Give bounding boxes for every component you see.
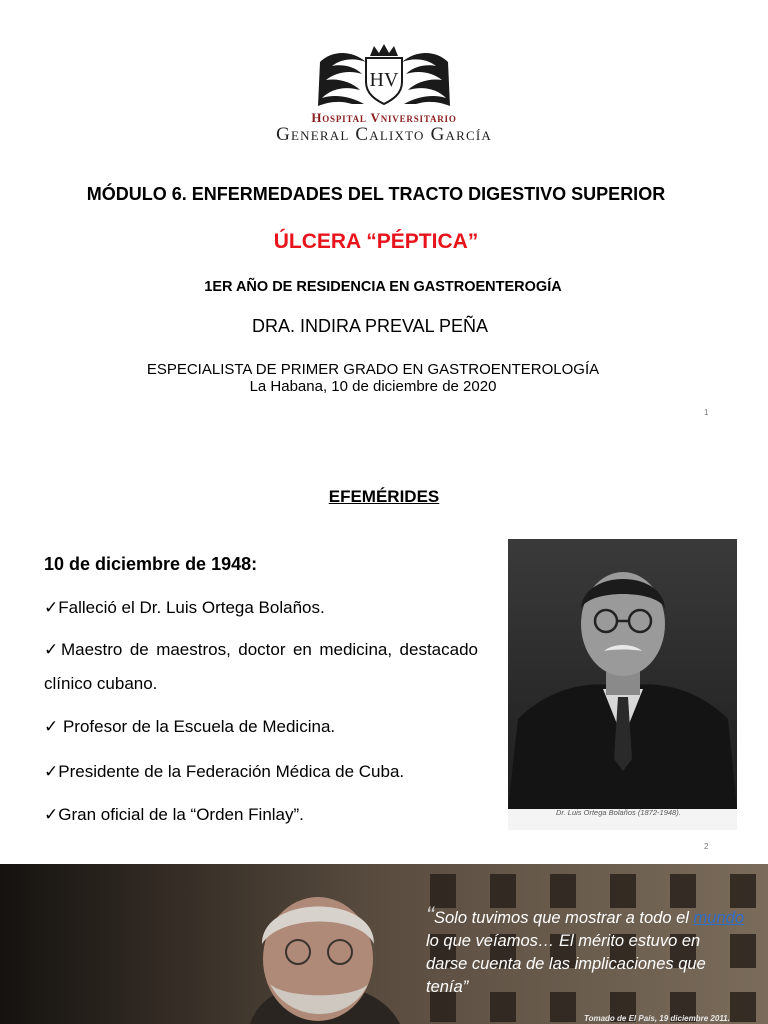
- logo-monogram: HV: [369, 69, 399, 91]
- slide-3: [0, 864, 768, 1024]
- slide-2: [0, 432, 768, 864]
- quote-close-mark: ”: [462, 978, 469, 996]
- bullet-item: ✓Presidente de la Federación Médica de Cuba.: [44, 762, 405, 781]
- bullet-item: ✓Falleció el Dr. Luis Ortega Bolaños.: [44, 598, 325, 617]
- quote-open-mark: “: [426, 902, 434, 929]
- topic-title: ÚLCERA “PÉPTICA”: [273, 230, 479, 253]
- module-title: MÓDULO 6. ENFERMEDADES DEL TRACTO DIGESTIVO SUPERIOR: [86, 184, 666, 204]
- bullet-item: ✓ Profesor de la Escuela de Medicina.: [44, 717, 336, 736]
- doctor-name: DRA. INDIRA PREVAL PEÑA: [251, 316, 489, 336]
- place-date: La Habana, 10 de diciembre de 2020: [249, 378, 497, 395]
- quote-part-2: lo que veíamos… El mérito estuvo en darse cuenta de las implicaciones que tenía: [426, 932, 706, 996]
- photo-caption: Dr. Luis Ortega Bolaños (1872-1948).: [556, 808, 681, 817]
- quote-part-1: Solo tuvimos que mostrar a todo el: [434, 909, 694, 927]
- bullet-item: ✓Gran oficial de la “Orden Finlay”.: [44, 805, 304, 824]
- quote-source: Tomado de El País, 19 diciembre 2011.: [584, 1014, 730, 1023]
- page-number: 2: [704, 842, 709, 851]
- quote-text: [426, 904, 746, 999]
- hospital-name-line-2: General Calixto García: [276, 124, 492, 145]
- residency-year: 1ER AÑO DE RESIDENCIA EN GASTROENTEROGÍA: [204, 279, 562, 295]
- quote-link-mundo[interactable]: mundo: [693, 909, 744, 927]
- page-number: 1: [704, 408, 709, 417]
- hospital-name-line-1: Hospital Vniversitario: [311, 110, 457, 125]
- bullet-item: ✓Maestro de maestros, doctor en medicina, destacado clínico cubano.: [44, 640, 478, 693]
- specialty-block: [0, 361, 746, 395]
- hospital-crest-logo: [312, 42, 456, 108]
- specialty: ESPECIALISTA DE PRIMER GRADO EN GASTROENTEROLOGÍA: [146, 361, 600, 378]
- event-date: 10 de diciembre de 1948:: [44, 554, 258, 574]
- slide-1: [0, 0, 768, 432]
- section-heading: EFEMÉRIDES: [328, 487, 440, 506]
- portrait-photo: [508, 539, 737, 830]
